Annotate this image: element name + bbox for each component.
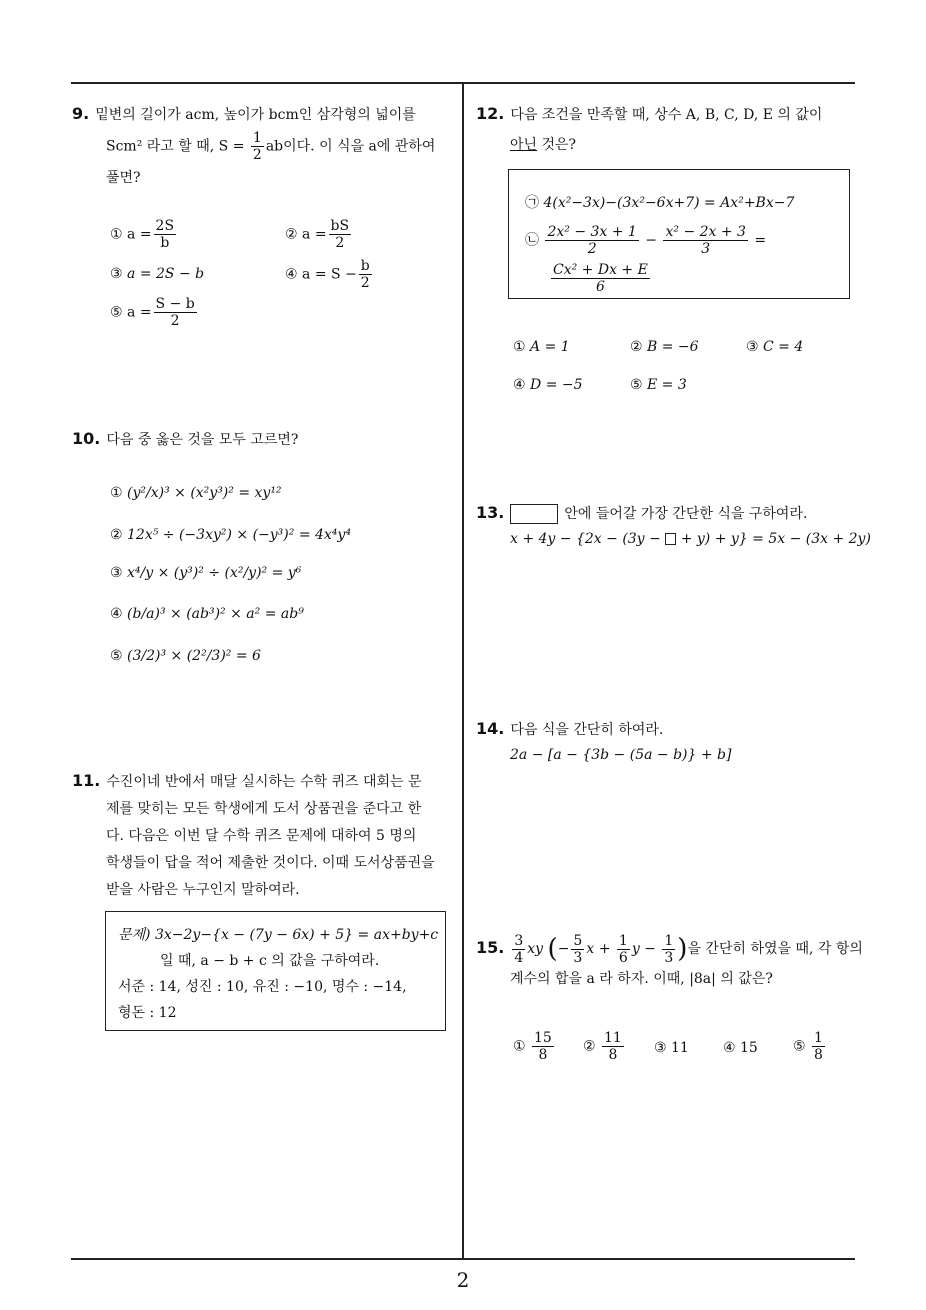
frac-num: 15 bbox=[534, 1030, 552, 1046]
option-expr: (b/a)³ × (ab³)² × a² = ab⁹ bbox=[127, 606, 304, 622]
option-expr: B = −6 bbox=[647, 339, 699, 355]
frac-den: 8 bbox=[608, 1047, 618, 1063]
frac-num: 1 bbox=[814, 1030, 823, 1046]
frac-num: b bbox=[360, 258, 370, 274]
q14-number: 14. bbox=[476, 719, 505, 738]
q12-condition-1 bbox=[525, 192, 794, 212]
bottom-rule bbox=[71, 1258, 855, 1260]
q12-conditions-box bbox=[508, 169, 850, 299]
column-divider bbox=[462, 82, 464, 1259]
frac-num: 1 bbox=[252, 130, 262, 146]
option-expr: a = bbox=[127, 304, 152, 321]
condition-mark: ㉠ bbox=[525, 195, 539, 211]
option-mark: ② bbox=[285, 226, 298, 243]
q11-line-2: 제를 맞히는 모든 학생에게 도서 상품권을 준다고 한 bbox=[106, 801, 422, 817]
option-mark: ⑤ bbox=[630, 377, 643, 393]
q15-option-3[interactable] bbox=[654, 1040, 689, 1056]
q9-option-3[interactable] bbox=[110, 266, 204, 282]
q15-option-2[interactable] bbox=[583, 1030, 626, 1063]
q9-line3: 풀면? bbox=[106, 170, 141, 186]
q11-box-line-1: 문제) 3x−2y−{x − (7y − 6x) + 5} = ax+by+c bbox=[118, 927, 439, 943]
q9-line2 bbox=[72, 130, 457, 163]
option-fraction bbox=[532, 1030, 554, 1063]
q15-coef-fraction bbox=[512, 933, 525, 966]
frac-num: 3 bbox=[514, 932, 524, 949]
question-9 bbox=[72, 99, 457, 193]
frac-den: 3 bbox=[573, 949, 583, 966]
option-expr: C = 4 bbox=[763, 339, 804, 355]
frac-num: 1 bbox=[618, 932, 628, 949]
option-mark: ④ bbox=[723, 1040, 736, 1056]
option-expr: E = 3 bbox=[647, 377, 687, 393]
q10-option-5[interactable] bbox=[110, 648, 261, 664]
q15-number: 15. bbox=[476, 938, 505, 957]
answer-blank-box[interactable] bbox=[510, 504, 558, 524]
q10-number: 10. bbox=[72, 429, 101, 448]
option-mark: ② bbox=[110, 527, 123, 543]
option-mark: ① bbox=[513, 339, 526, 355]
option-mark: ④ bbox=[285, 266, 298, 283]
option-mark: ③ bbox=[110, 565, 123, 581]
q11-line-1 bbox=[72, 767, 462, 796]
q15-fraction-c bbox=[662, 933, 675, 966]
option-mark: ③ bbox=[746, 339, 759, 355]
q15-fraction-b bbox=[617, 933, 630, 966]
option-fraction bbox=[154, 296, 197, 329]
q11-box-line-2: 일 때, a − b + c 의 값을 구하여라. bbox=[160, 953, 380, 969]
q13-expression bbox=[476, 529, 871, 549]
frac-den: 2 bbox=[587, 241, 597, 257]
option-mark: ⑤ bbox=[110, 648, 123, 664]
question-10 bbox=[72, 424, 298, 455]
option-expr: (y²/x)³ × (x²y³)² = xy¹² bbox=[127, 485, 282, 501]
option-expr: 12x⁵ ÷ (−3xy²) × (−y³)² = 4x⁴y⁴ bbox=[127, 527, 351, 543]
q12-underlined: 아닌 bbox=[510, 137, 538, 153]
frac-den: 3 bbox=[664, 949, 674, 966]
q12-option-2[interactable] bbox=[630, 339, 699, 355]
q15-text-2: 계수의 합을 a 라 하자. 이때, |8a| 의 값은? bbox=[510, 971, 773, 987]
condition-expr: 4(x²−3x)−(3x²−6x+7) = Ax²+Bx−7 bbox=[543, 195, 795, 211]
option-expr: D = −5 bbox=[530, 377, 583, 393]
question-11 bbox=[72, 767, 462, 904]
cond2-fraction-2 bbox=[663, 224, 747, 257]
q11-line-3: 다. 다음은 이번 달 수학 퀴즈 문제에 대하여 5 명의 bbox=[106, 828, 417, 844]
q13-line1 bbox=[476, 498, 871, 529]
q9-number: 9. bbox=[72, 104, 90, 123]
question-14 bbox=[476, 714, 731, 765]
option-mark: ③ bbox=[654, 1040, 667, 1056]
q11-number: 11. bbox=[72, 771, 101, 790]
q10-option-2[interactable] bbox=[110, 527, 351, 543]
q12-number: 12. bbox=[476, 104, 505, 123]
q11-box-line-3: 서준 : 14, 성진 : 10, 유진 : −10, 명수 : −14, bbox=[118, 979, 407, 995]
q9-option-1[interactable] bbox=[110, 218, 178, 251]
frac-den: 8 bbox=[814, 1047, 823, 1063]
q15-option-4[interactable] bbox=[723, 1040, 758, 1056]
question-12 bbox=[476, 99, 861, 160]
q12-condition-2b bbox=[549, 262, 652, 295]
q9-line1 bbox=[72, 99, 457, 130]
option-fraction bbox=[154, 218, 177, 251]
frac-num: 2x² − 3x + 1 bbox=[547, 224, 637, 240]
frac-num: S − b bbox=[155, 296, 195, 312]
q13-prompt: 안에 들어갈 가장 간단한 식을 구하여라. bbox=[564, 506, 808, 522]
option-expr: a = bbox=[302, 226, 327, 243]
option-expr: (3/2)³ × (2²/3)² = 6 bbox=[127, 648, 261, 664]
option-fraction bbox=[359, 258, 372, 291]
cond2-fraction-3 bbox=[551, 262, 650, 295]
frac-den: 2 bbox=[252, 147, 262, 163]
q12-text-1: 다음 조건을 만족할 때, 상수 A, B, C, D, E 의 값이 bbox=[510, 107, 823, 123]
q11-problem-box bbox=[105, 911, 446, 1031]
frac-den: 2 bbox=[360, 275, 370, 291]
q15-xy: xy bbox=[527, 941, 544, 957]
question-13 bbox=[476, 498, 871, 549]
q12-option-1[interactable] bbox=[513, 339, 570, 355]
option-fraction bbox=[812, 1030, 825, 1063]
q15-line1: 15. $\frac{3}{4}$ xy (− $\frac{5}{3}$ x + $\frac{1}{6}$ y − $\frac{1}{3}$ )을 간단히 하였을 때, 각 항의 bbox=[476, 932, 863, 966]
option-expr: 11 bbox=[671, 1040, 689, 1056]
q15-text-1: 을 간단히 하였을 때, 각 항의 bbox=[687, 941, 863, 957]
q11-box-line-4: 형돈 : 12 bbox=[118, 1005, 177, 1021]
option-expr: 15 bbox=[740, 1040, 758, 1056]
q12-condition-2: ㉡ $\frac{\text{2x² − 3x + 1}}{2}$ − $\frac{\text{x² − 2x + 3}}{3}$ = bbox=[525, 224, 767, 257]
q11-line-4: 학생들이 답을 적어 제출한 것이다. 이때 도서상품권을 bbox=[106, 855, 435, 871]
q10-prompt: 다음 중 옳은 것을 모두 고르면? bbox=[106, 432, 299, 448]
q11-line-5: 받을 사람은 누구인지 말하여라. bbox=[106, 882, 300, 898]
q15-option-1[interactable] bbox=[513, 1030, 556, 1063]
q10-option-4[interactable] bbox=[110, 606, 304, 622]
q12-line2 bbox=[476, 130, 861, 160]
q9-text-2a: Scm² 라고 할 때, S = bbox=[106, 138, 245, 155]
frac-num: 2S bbox=[155, 218, 175, 234]
option-expr: a = 2S − b bbox=[127, 266, 205, 282]
q10-option-3[interactable] bbox=[110, 565, 301, 581]
question-15 bbox=[476, 930, 863, 991]
q9-option-5[interactable] bbox=[110, 296, 199, 329]
option-mark: ② bbox=[630, 339, 643, 355]
frac-den: 2 bbox=[335, 235, 345, 251]
cond2-fraction-1 bbox=[545, 224, 638, 257]
frac-num: 11 bbox=[604, 1030, 622, 1046]
frac-den: 4 bbox=[514, 949, 524, 966]
frac-den: b bbox=[160, 235, 170, 251]
frac-num: bS bbox=[330, 218, 350, 234]
q10-option-1[interactable] bbox=[110, 485, 282, 501]
condition-mark: ㉡ bbox=[525, 232, 539, 249]
frac-den: 3 bbox=[701, 241, 711, 257]
q13-expr-b: + y) + y} = 5x − (3x + 2y) bbox=[680, 531, 871, 547]
q14-prompt: 다음 식을 간단히 하여라. bbox=[510, 722, 664, 738]
option-expr: a = bbox=[127, 226, 152, 243]
option-mark: ① bbox=[110, 485, 123, 501]
q14-expression: 2a − [a − {3b − (5a − b)} + b] bbox=[510, 747, 732, 763]
option-fraction bbox=[602, 1030, 624, 1063]
q9-text-1: 밑변의 길이가 acm, 높이가 bcm인 삼각형의 넓이를 bbox=[95, 107, 416, 123]
q12-option-4[interactable] bbox=[513, 377, 583, 393]
q15-fraction-a bbox=[571, 933, 584, 966]
frac-num: Cx² + Dx + E bbox=[553, 262, 648, 278]
frac-num: 5 bbox=[573, 932, 583, 949]
option-mark: ① bbox=[110, 226, 123, 243]
option-mark: ④ bbox=[513, 377, 526, 393]
q9-option-4[interactable] bbox=[285, 258, 374, 291]
placeholder-square bbox=[665, 533, 676, 545]
frac-den: 6 bbox=[618, 949, 628, 966]
frac-num: 1 bbox=[664, 932, 674, 949]
q9-option-2[interactable] bbox=[285, 218, 353, 251]
frac-den: 6 bbox=[595, 279, 605, 295]
option-mark: ③ bbox=[110, 266, 123, 282]
q12-option-3[interactable] bbox=[746, 339, 803, 355]
frac-den: 8 bbox=[538, 1047, 548, 1063]
page-number: 2 bbox=[456, 1268, 470, 1292]
frac-num: x² − 2x + 3 bbox=[665, 224, 746, 240]
q9-text-2b: ab이다. 이 식을 a에 관하여 bbox=[265, 138, 436, 155]
q14-line1 bbox=[476, 714, 731, 745]
q12-text-2: 것은? bbox=[537, 137, 577, 153]
option-mark: ① bbox=[513, 1038, 526, 1055]
q13-expr-a: x + 4y − {2x − (3y − bbox=[510, 531, 661, 547]
option-expr: x⁴/y × (y³)² ÷ (x²/y)² = y⁶ bbox=[127, 565, 302, 581]
q13-number: 13. bbox=[476, 503, 505, 522]
option-expr: A = 1 bbox=[530, 339, 570, 355]
frac-den: 2 bbox=[170, 313, 180, 329]
option-mark: ④ bbox=[110, 606, 123, 622]
q11-text: 수진이네 반에서 매달 실시하는 수학 퀴즈 대회는 문 bbox=[106, 774, 422, 790]
option-mark: ⑤ bbox=[793, 1038, 806, 1055]
option-mark: ⑤ bbox=[110, 304, 123, 321]
option-expr: a = S − bbox=[302, 266, 357, 283]
option-mark: ② bbox=[583, 1038, 596, 1055]
q15-option-5[interactable] bbox=[793, 1030, 827, 1063]
q12-line1 bbox=[476, 99, 861, 130]
option-fraction bbox=[329, 218, 352, 251]
q12-option-5[interactable] bbox=[630, 377, 687, 393]
q9-half-fraction bbox=[251, 130, 264, 163]
